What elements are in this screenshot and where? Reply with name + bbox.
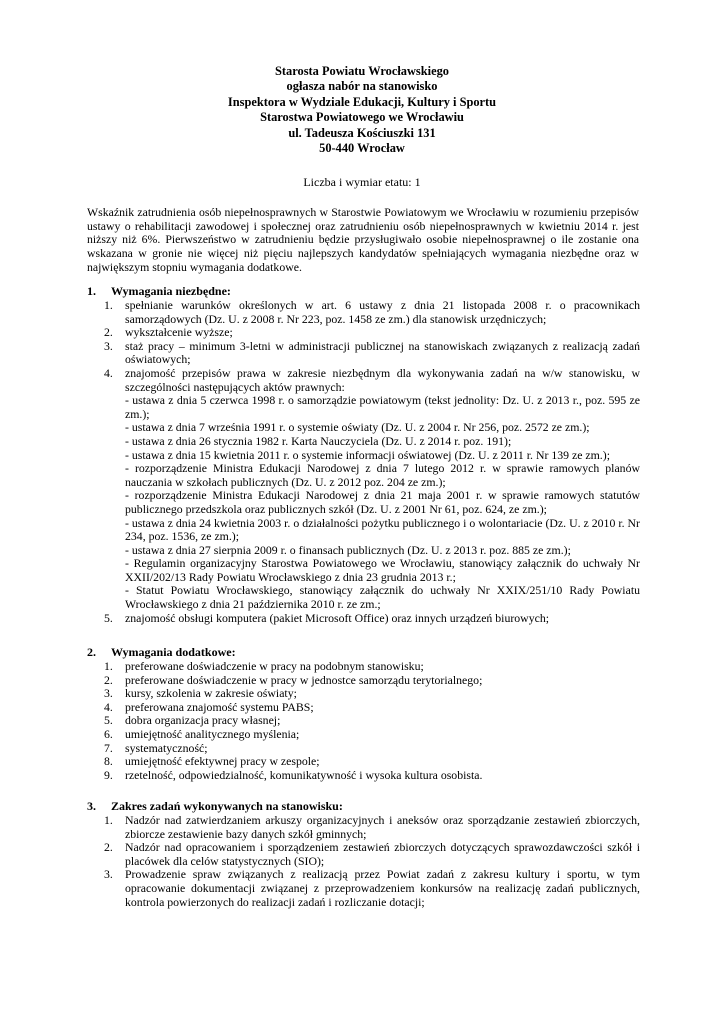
section-title-duties xyxy=(87,800,343,814)
required-list xyxy=(104,299,640,625)
item-number: 3. xyxy=(104,867,113,882)
item-text: wykształcenie wyższe; xyxy=(125,325,233,340)
item-text: kursy, szkolenia w zakresie oświaty; xyxy=(125,686,297,701)
list-item xyxy=(104,701,640,715)
list-item xyxy=(104,660,640,674)
section-title-required xyxy=(87,285,231,299)
item-number: 1. xyxy=(104,813,113,827)
item-text: znajomość obsługi komputera (pakiet Microsoft Office) oraz innych urządzeń biurowych; xyxy=(125,610,550,625)
item-number: 5. xyxy=(104,713,113,728)
section-title-additional xyxy=(87,646,236,660)
item-text: preferowana znajomość systemu PABS; xyxy=(125,699,314,714)
header-line: ogłasza nabór na stanowisko xyxy=(286,79,438,94)
list-item xyxy=(104,868,640,909)
additional-list xyxy=(104,660,640,782)
item-text: rzetelność, odpowiedzialność, komunikatywność i wysoka kultura osobista. xyxy=(125,767,483,782)
list-item xyxy=(104,367,640,612)
item-number: 1. xyxy=(104,659,113,673)
list-item xyxy=(104,755,640,769)
section-number: 3. xyxy=(87,799,96,813)
position-count: Liczba i wymiar etatu: 1 xyxy=(303,175,421,189)
list-item xyxy=(104,612,640,626)
list-item xyxy=(104,728,640,742)
list-item xyxy=(104,841,640,868)
legal-act: - ustawa z dnia 15 kwietnia 2011 r. o systemie informacji oświatowej (Dz. U. z 2011 r. Nr 139 ze zm.); xyxy=(125,447,610,462)
legal-act: - ustawa z dnia 24 kwietnia 2003 r. o działalności pożytku publicznego i o wolontariacie (Dz. U. z 2010 r. Nr 234, poz. 1536, ze zm.); xyxy=(125,515,640,544)
item-text: Nadzór nad zatwierdzaniem arkuszy organizacyjnych i aneksów oraz sporządzanie zestawień zbiorczych, zbiorcze zestawienie bazy danych szkół gminnych; xyxy=(125,813,640,841)
item-text: systematyczność; xyxy=(125,740,208,755)
item-number: 2. xyxy=(104,325,113,340)
section-heading: Wymagania niezbędne: xyxy=(111,284,231,298)
list-item xyxy=(104,340,640,367)
item-number: 5. xyxy=(104,610,113,625)
legal-act: - Regulamin organizacyjny Starostwa Powiatowego we Wrocławiu, stanowiący załącznik do uchwały Nr XXII/202/13 Rady Powiatu Wrocławskiego z dnia 23 grudnia 2013 r.; xyxy=(125,556,640,584)
item-number: 8. xyxy=(104,754,113,769)
section-heading: Wymagania dodatkowe: xyxy=(111,645,236,659)
header-line: 50-440 Wrocław xyxy=(319,141,405,156)
section-number: 2. xyxy=(87,645,96,659)
item-text: znajomość przepisów prawa w zakresie niezbędnym dla wykonywania zadań na w/w stanowisku, w szczególności następujących aktów prawnych: xyxy=(125,365,640,394)
list-item xyxy=(104,769,640,783)
section-number: 1. xyxy=(87,284,96,298)
item-text: preferowane doświadczenie w pracy w jednostce samorządu terytorialnego; xyxy=(125,672,483,687)
item-text: staż pracy – minimum 3-letni w administracji publicznej na stanowiskach związanych z realizacją zadań oświatowych; xyxy=(125,338,640,367)
list-item xyxy=(104,814,640,841)
item-number: 6. xyxy=(104,726,113,741)
intro-paragraph: Wskaźnik zatrudnienia osób niepełnosprawnych w Starostwie Powiatowym we Wrocławiu w rozumieniu przepisów ustawy o rehabilitacji zawodowej i społecznej oraz zatrudnieniu osób niepełnosprawnych w kwietniu 2014 r. jest niższy niż 6%. Pierwszeństwo w zatrudnieniu będzie przysługiwało osobie niepełnosprawnej o ile zostanie ona wskazana w gronie nie więcej niż pięciu najlepszych kandydatów spełniających wymagania niezbędne oraz w największym stopniu wymagania dodatkowe. xyxy=(87,205,639,274)
list-item xyxy=(104,299,640,326)
list-item xyxy=(104,742,640,756)
item-text: umiejętność efektywnej pracy w zespole; xyxy=(125,754,320,769)
item-number: 2. xyxy=(104,840,113,855)
legal-act: - rozporządzenie Ministra Edukacji Narodowej z dnia 7 lutego 2012 r. w sprawie ramowych planów nauczania w szkołach publicznych (Dz. U. z 2012 poz. 204 ze zm.); xyxy=(125,461,640,489)
list-item xyxy=(104,674,640,688)
item-number: 3. xyxy=(104,686,113,701)
item-text: umiejętność analitycznego myślenia; xyxy=(125,726,300,741)
item-text: Nadzór nad opracowaniem i sporządzeniem zestawień zbiorczych dotyczących sprawozdawczości szkół i placówek dla celów statystycznych (SIO); xyxy=(125,840,640,868)
header-line: Starostwa Powiatowego we Wrocławiu xyxy=(260,110,464,125)
item-number: 3. xyxy=(104,338,113,353)
item-number: 4. xyxy=(104,699,113,714)
legal-act: - rozporządzenie Ministra Edukacji Narodowej z dnia 21 maja 2001 r. w sprawie ramowych statutów publicznego przedszkola oraz publicznych szkół (Dz. U. z 2001 Nr 61, poz. 624, ze zm.); xyxy=(125,488,640,516)
legal-act: - ustawa z dnia 27 sierpnia 2009 r. o finansach publicznych (Dz. U. z 2013 r. poz. 885 ze zm.); xyxy=(125,542,571,557)
header-line: Inspektora w Wydziale Edukacji, Kultury i Sportu xyxy=(227,94,497,109)
legal-acts-list xyxy=(125,394,640,612)
item-number: 7. xyxy=(104,740,113,755)
duties-list xyxy=(104,814,640,909)
list-item xyxy=(104,714,640,728)
item-number: 1. xyxy=(104,298,113,312)
legal-act: - ustawa z dnia 7 września 1991 r. o systemie oświaty (Dz. U. z 2004 r. Nr 256, poz. 2572 ze zm.); xyxy=(125,420,590,435)
header-line: Starosta Powiatu Wrocławskiego xyxy=(275,64,449,78)
item-number: 4. xyxy=(104,365,113,380)
legal-act: - ustawa z dnia 5 czerwca 1998 r. o samorządzie powiatowym (tekst jednolity: Dz. U. z 2013 r., poz. 595 ze zm.); xyxy=(125,393,640,421)
item-text: spełnianie warunków określonych w art. 6 ustawy z dnia 21 listopada 2008 r. o pracownikach samorządowych (Dz. U. z 2008 r. Nr 223, poz. 1458 ze zm.) dla stanowisk urzędniczych; xyxy=(125,298,640,326)
item-number: 2. xyxy=(104,672,113,687)
item-text: Prowadzenie spraw związanych z realizacją przez Powiat zadań z zakresu kultury i sportu, w tym opracowanie dokumentacji związanej z przeprowadzeniem konkursów na realizację zadań publicznych, kontrola powierzonych do realizacji zadań i rozliczanie dotacji; xyxy=(125,867,640,909)
list-item xyxy=(104,687,640,701)
list-item xyxy=(104,326,640,340)
legal-act: - Statut Powiatu Wrocławskiego, stanowiący załącznik do uchwały Nr XXIX/251/10 Rady Powiatu Wrocławskiego z dnia 21 października 2010 r. ze zm.; xyxy=(125,583,640,612)
item-text: dobra organizacja pracy własnej; xyxy=(125,713,281,728)
header-line: ul. Tadeusza Kościuszki 131 xyxy=(288,125,436,140)
item-text: preferowane doświadczenie w pracy na podobnym stanowisku; xyxy=(125,659,424,673)
item-number: 9. xyxy=(104,767,113,782)
section-heading: Zakres zadań wykonywanych na stanowisku: xyxy=(111,799,343,813)
legal-act: - ustawa z dnia 26 stycznia 1982 r. Karta Nauczyciela (Dz. U. z 2014 r. poz. 191); xyxy=(125,433,512,448)
announcement-header xyxy=(0,64,724,156)
